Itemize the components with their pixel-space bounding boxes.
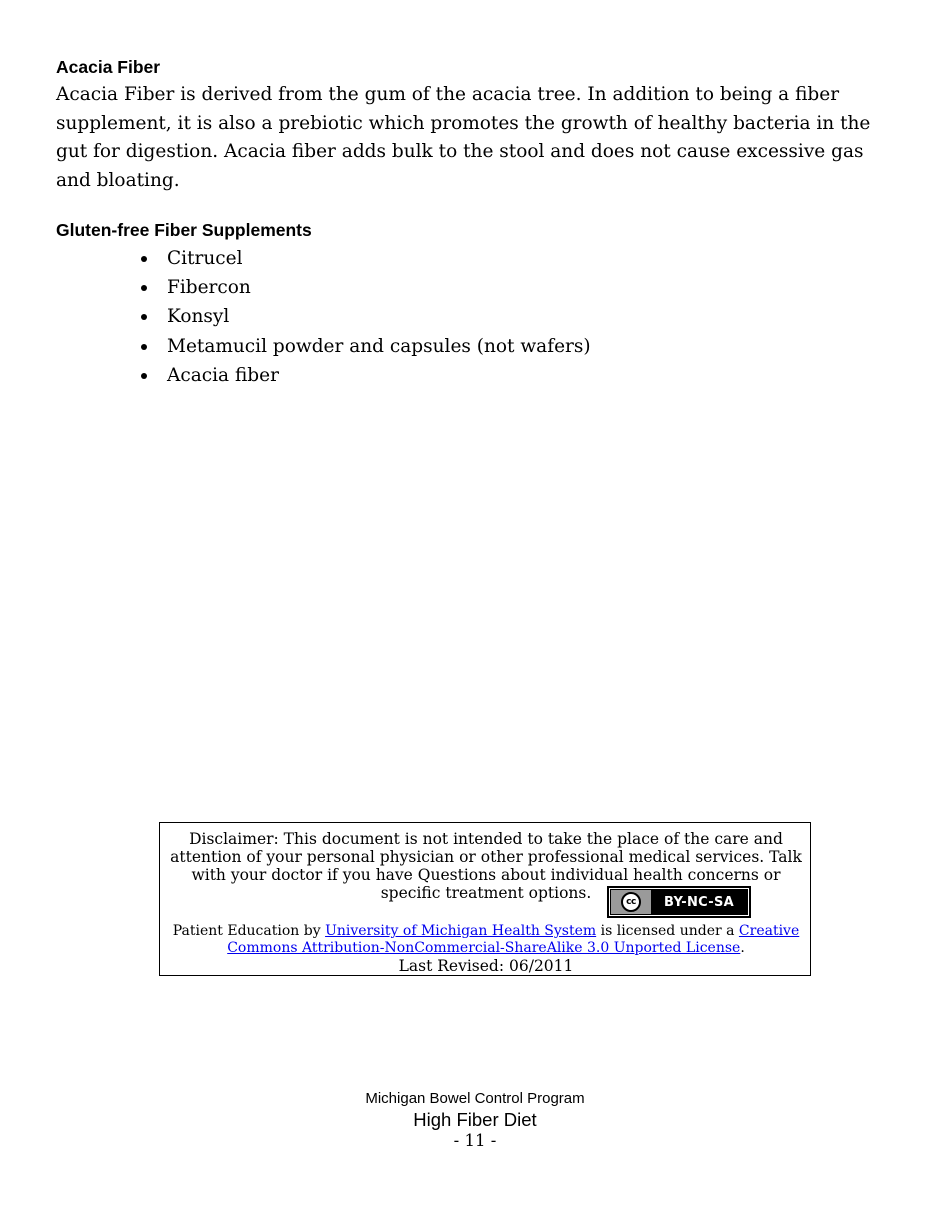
acacia-fiber-paragraph: Acacia Fiber is derived from the gum of the acacia tree. In addition to being a fiber supplement, it is also a prebiotic which promotes the growth of healthy bacteria in the gut for digestion. Acacia fiber adds bulk to the stool and does not cause excessive gas and bloating.: [56, 84, 871, 192]
list-item: [138, 332, 591, 361]
list-item-label: Konsyl: [167, 306, 230, 328]
list-item: [138, 302, 591, 331]
list-item-label: Acacia fiber: [167, 364, 279, 386]
footer-document-title: High Fiber Diet: [413, 1109, 537, 1130]
acacia-fiber-heading: Acacia Fiber: [56, 57, 161, 77]
bullet-icon: [141, 373, 147, 379]
umhs-link[interactable]: University of Michigan Health System: [325, 923, 597, 939]
creative-commons-icon: cc: [621, 892, 641, 912]
license-statement: [168, 923, 804, 957]
cc-license-badge[interactable]: [610, 889, 748, 915]
bullet-icon: [141, 344, 147, 350]
list-item: [138, 361, 591, 390]
list-item-label: Citrucel: [167, 248, 243, 269]
list-item: [138, 273, 591, 302]
license-prefix: Patient Education by: [172, 923, 326, 939]
disclaimer-box: [159, 822, 811, 976]
list-item: [138, 244, 591, 273]
license-suffix: .: [740, 940, 745, 956]
list-item-label: Metamucil powder and capsules (not wafers): [167, 335, 591, 357]
page-number: - 11 -: [453, 1131, 497, 1150]
cc-license-link[interactable]: Creative Commons Attribution-NonCommercial-ShareAlike 3.0 Unported License: [227, 923, 800, 956]
gluten-free-supplements-list: [138, 244, 591, 390]
disclaimer-text: Disclaimer: This document is not intended to take the place of the care and attention of your personal physician or other professional medical services. Talk with your doctor if you have Questions about individual health concerns or specific treatment options.: [170, 830, 802, 902]
footer-program-name: Michigan Bowel Control Program: [365, 1090, 585, 1107]
license-middle: is licensed under a: [596, 923, 739, 939]
list-item-label: Fibercon: [167, 277, 251, 299]
cc-badge-label: BY-NC-SA: [663, 894, 735, 910]
bullet-icon: [141, 285, 147, 291]
last-revised: Last Revised: 06/2011: [398, 957, 574, 975]
bullet-icon: [141, 314, 147, 320]
gluten-free-supplements-heading: Gluten-free Fiber Supplements: [56, 220, 312, 240]
bullet-icon: [141, 256, 147, 262]
